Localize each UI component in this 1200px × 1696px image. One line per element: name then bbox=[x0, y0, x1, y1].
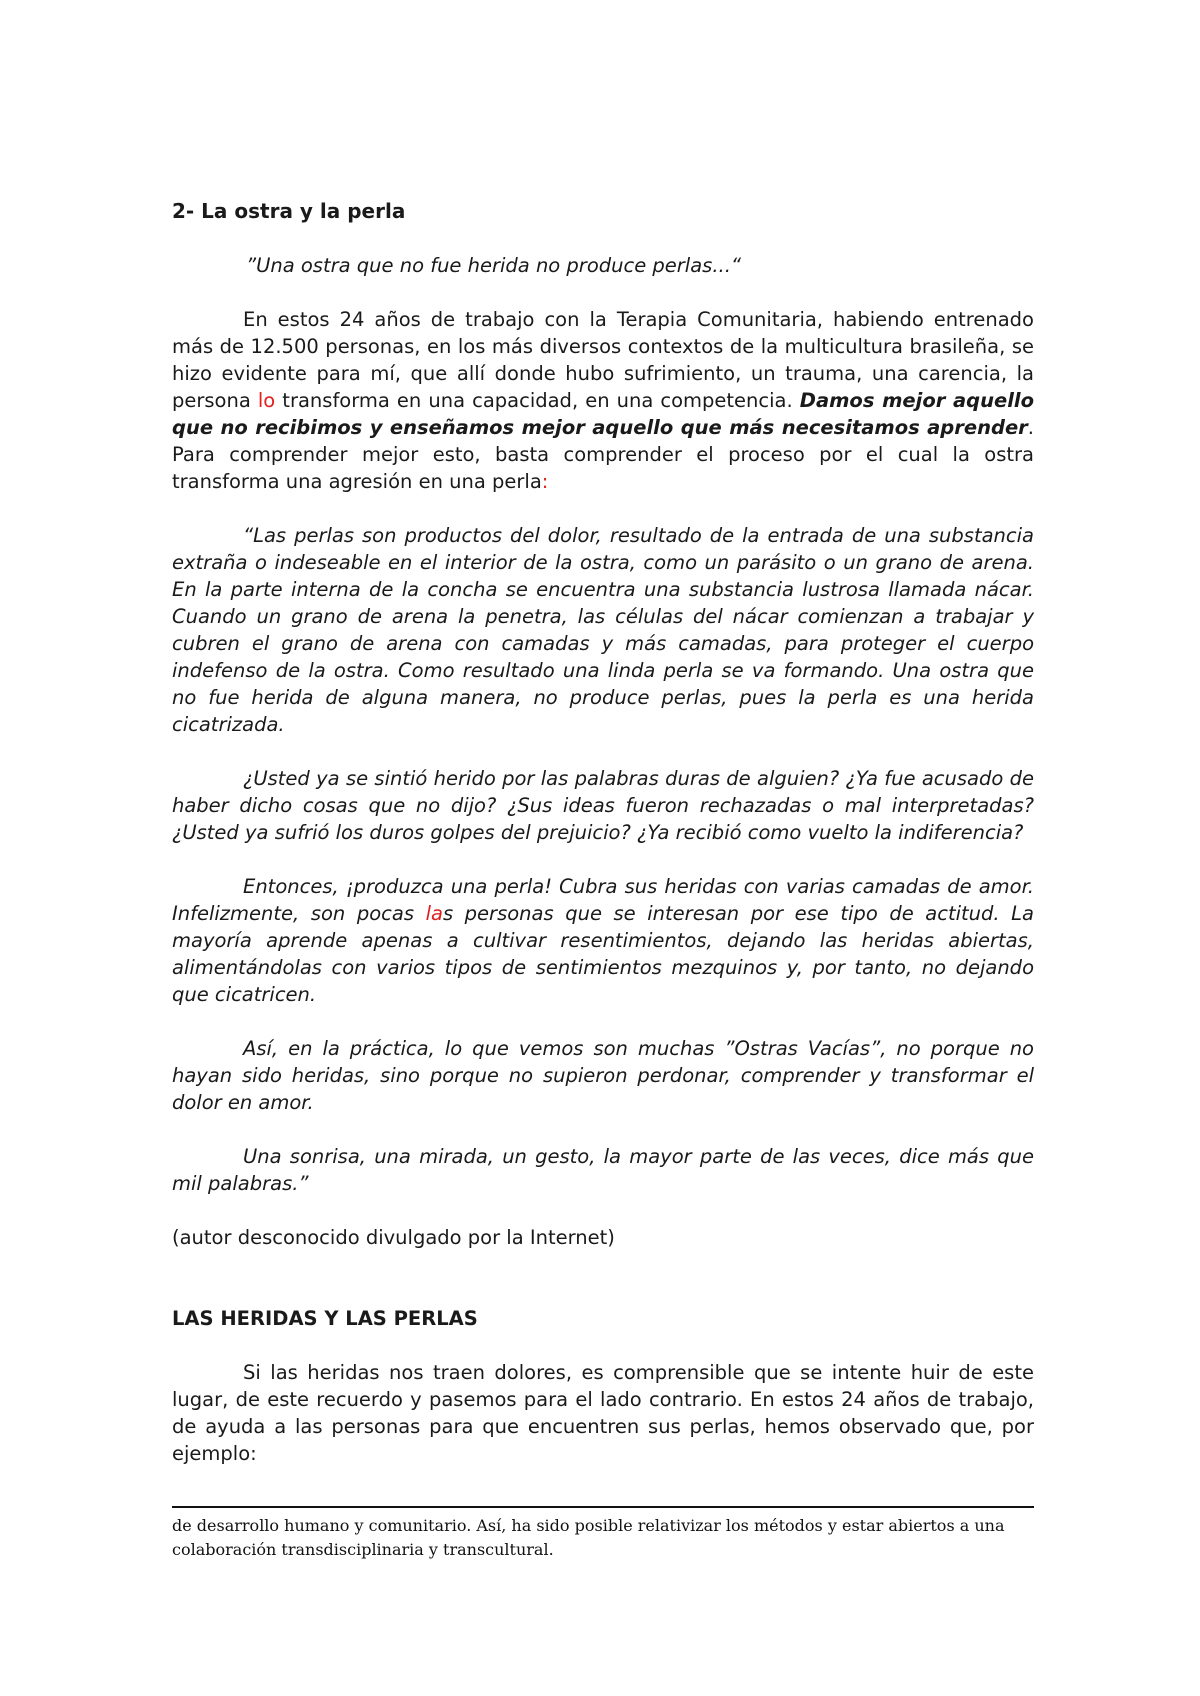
intro-text-c: . Para comprender mejor esto, basta comprender el proceso por el cual la ostra transforma una agresión en una perla bbox=[172, 416, 1034, 493]
intro-paragraph bbox=[172, 306, 1034, 495]
quote3-text-b: s personas que se interesan por ese tipo de actitud. La mayoría aprende apenas a cultivar resentimientos, dejando las heridas abiertas, alimentándolas con varios tipos de sentimientos mezquinos y, por tanto, no dejando que cicatricen. bbox=[172, 902, 1034, 1006]
quote-paragraph-3 bbox=[172, 873, 1034, 1008]
epigraph-quote: ”Una ostra que no fue herida no produce perlas...“ bbox=[246, 254, 742, 277]
red-highlight-la: la bbox=[425, 902, 443, 925]
quote-paragraph-2: ¿Usted ya se sintió herido por las palabras duras de alguien? ¿Ya fue acusado de haber dicho cosas que no dijo? ¿Sus ideas fueron rechazadas o mal interpretadas? ¿Usted ya sufrió los duros golpes del prejuicio? ¿Ya recibió como vuelto la indiferencia? bbox=[172, 767, 1034, 844]
section-title-heridas-perlas: LAS HERIDAS Y LAS PERLAS bbox=[172, 1307, 478, 1330]
quote-paragraph-1: “Las perlas son productos del dolor, resultado de la entrada de una substancia extraña o indeseable en el interior de la ostra, como un parásito o un grano de arena. En la parte interna de la concha se encuentra una substancia lustrosa llamada nácar. Cuando un grano de arena la penetra, las células del nácar comienzan a trabajar y cubren el grano de arena con camadas y más camadas, para proteger el cuerpo indefenso de la ostra. Como resultado una linda perla se va formando. Una ostra que no fue herida de alguna manera, no produce perlas, pues la perla es una herida cicatrizada. bbox=[172, 524, 1034, 736]
author-attribution: (autor desconocido divulgado por la Internet) bbox=[172, 1226, 615, 1249]
quote-paragraph-5: Una sonrisa, una mirada, un gesto, la mayor parte de las veces, dice más que mil palabras.” bbox=[172, 1145, 1034, 1195]
intro-text-a: En estos 24 años de trabajo con la Terapia Comunitaria, habiendo entrenado más de 12.500 personas, en los más diversos contextos de la multicultura brasileña, se hizo evidente para mí, que allí donde hubo sufrimiento, un trauma, una carencia, la persona bbox=[172, 308, 1034, 412]
red-highlight-colon: : bbox=[541, 470, 549, 493]
section-title-ostra-perla: 2- La ostra y la perla bbox=[172, 199, 406, 223]
intro-text-b: transforma en una capacidad, en una competencia. bbox=[275, 389, 800, 412]
quote3-text-a: Entonces, ¡produzca una perla! Cubra sus heridas con varias camadas de amor. Infelizmente, son pocas bbox=[172, 875, 1034, 925]
main-content bbox=[172, 198, 1034, 1467]
heridas-paragraph: Si las heridas nos traen dolores, es comprensible que se intente huir de este lugar, de este recuerdo y pasemos para el lado contrario. En estos 24 años de trabajo, de ayuda a las personas para que encuentren sus perlas, hemos observado que, por ejemplo: bbox=[172, 1361, 1034, 1465]
footnote-text: de desarrollo humano y comunitario. Así, ha sido posible relativizar los métodos y estar abiertos a una colaboración transdisciplinaria y transcultural. bbox=[172, 1516, 1005, 1559]
emphasized-statement: Damos mejor aquello que no recibimos y enseñamos mejor aquello que más necesitamos aprender bbox=[172, 389, 1034, 439]
quote-paragraph-4: Así, en la práctica, lo que vemos son muchas ”Ostras Vacías”, no porque no hayan sido heridas, sino porque no supieron perdonar, comprender y transformar el dolor en amor. bbox=[172, 1037, 1034, 1114]
footnote-separator bbox=[172, 1506, 1034, 1508]
red-highlight-lo: lo bbox=[257, 389, 276, 412]
